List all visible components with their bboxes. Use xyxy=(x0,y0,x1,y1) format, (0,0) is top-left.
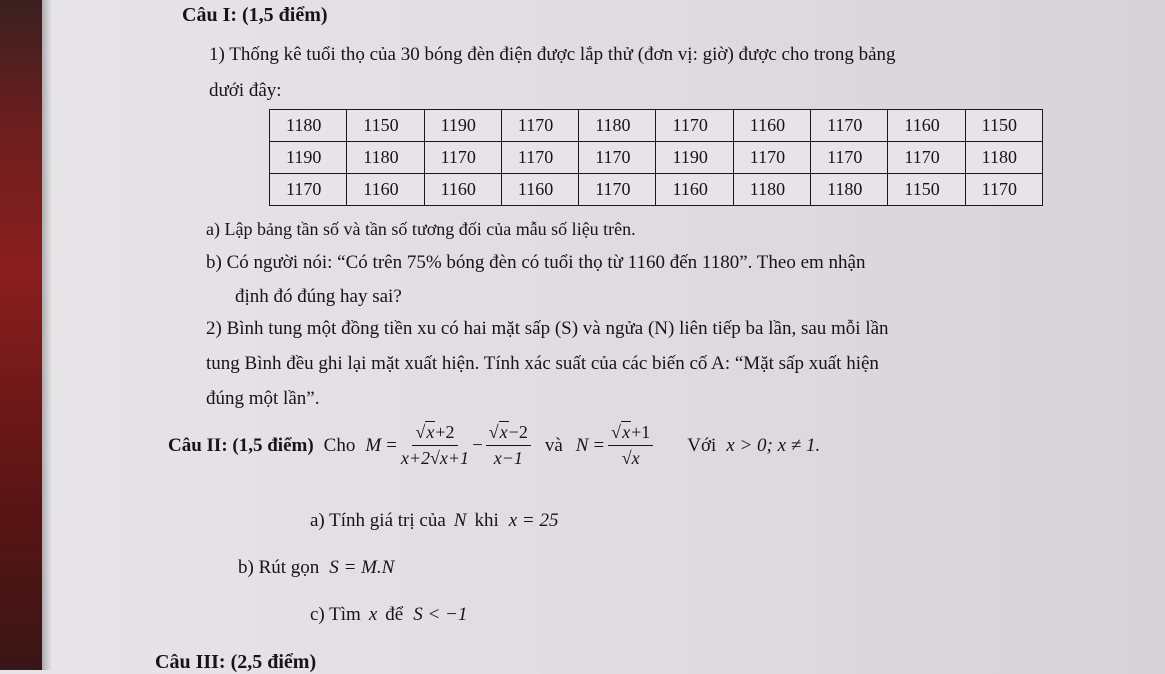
q2-b-text: b) Rút gọn xyxy=(238,557,320,578)
q2-cond-label: Với xyxy=(687,434,717,456)
lifetime-table xyxy=(269,109,1043,206)
minus-sign: − xyxy=(472,434,483,456)
table-cell: 1160 xyxy=(888,110,965,142)
equals-2: = xyxy=(593,434,605,456)
fraction-1-numerator: √x+2 xyxy=(412,422,457,446)
table-cell: 1160 xyxy=(733,110,810,142)
table-cell: 1170 xyxy=(811,142,888,174)
q2-va: và xyxy=(544,434,563,456)
q2-a xyxy=(310,510,559,532)
q2-a-text: a) Tính giá trị của xyxy=(310,510,446,531)
q2-c-expr: S < −1 xyxy=(413,604,468,625)
q2-a-khi: khi xyxy=(474,510,499,531)
table-cell: 1160 xyxy=(656,174,733,206)
fraction-2 xyxy=(486,422,531,469)
table-cell: 1170 xyxy=(888,142,965,174)
table-cell: 1170 xyxy=(501,110,578,142)
table-cell: 1150 xyxy=(965,110,1042,142)
table-cell: 1180 xyxy=(347,142,424,174)
table-cell: 1160 xyxy=(424,174,501,206)
q1-b-line2: định đó đúng hay sai? xyxy=(235,286,402,307)
table-cell: 1180 xyxy=(811,174,888,206)
table-row xyxy=(270,142,1043,174)
table-cell: 1160 xyxy=(501,174,578,206)
fraction-3-numerator: √x+1 xyxy=(608,422,653,446)
table-cell: 1170 xyxy=(579,174,656,206)
q1-part2-line2: tung Bình đều ghi lại mặt xuất hiện. Tính xác suất của các biến cố A: “Mặt sấp xuất hiện xyxy=(206,353,879,374)
fraction-2-denominator: x−1 xyxy=(493,448,523,468)
q1-b-line1: b) Có người nói: “Có trên 75% bóng đèn có tuổi thọ từ 1160 đến 1180”. Theo em nhận xyxy=(206,252,866,273)
q1-heading: Câu I: (1,5 điểm) xyxy=(182,4,328,26)
equals: = xyxy=(386,434,397,456)
table-cell: 1180 xyxy=(965,142,1042,174)
q2-cho: Cho xyxy=(323,434,356,456)
q1-a: a) Lập bảng tần số và tần số tương đối của mẫu số liệu trên. xyxy=(206,219,636,239)
table-cell: 1150 xyxy=(347,110,424,142)
q2-b-expr: S = M.N xyxy=(329,557,395,578)
var-N: N xyxy=(575,434,589,456)
table-cell: 1170 xyxy=(270,174,347,206)
fraction-3-denominator: √x xyxy=(621,448,640,468)
q2-c xyxy=(310,604,467,626)
table-cell: 1150 xyxy=(888,174,965,206)
q2-a-N: N xyxy=(453,510,467,531)
q2-b xyxy=(238,557,394,579)
table-cell: 1180 xyxy=(270,110,347,142)
table-cell: 1170 xyxy=(501,142,578,174)
fraction-1 xyxy=(401,422,469,469)
table-cell: 1170 xyxy=(733,142,810,174)
table-cell: 1190 xyxy=(656,142,733,174)
q2-a-value: x = 25 xyxy=(508,510,559,531)
table-cell: 1170 xyxy=(656,110,733,142)
table-row xyxy=(270,110,1043,142)
fraction-2-numerator: √x−2 xyxy=(486,422,531,446)
table-cell: 1170 xyxy=(965,174,1042,206)
book-edge xyxy=(0,0,42,670)
table-cell: 1190 xyxy=(424,110,501,142)
table-cell: 1180 xyxy=(733,174,810,206)
q2-heading: Câu II: (1,5 điểm) xyxy=(168,434,314,456)
table-cell: 1170 xyxy=(579,142,656,174)
table-cell: 1170 xyxy=(811,110,888,142)
fraction-3 xyxy=(608,422,653,469)
fraction-1-denominator: x+2√x+1 xyxy=(400,448,470,468)
q2-c-x: x xyxy=(368,604,378,625)
q1-part1-line1: 1) Thống kê tuổi thọ của 30 bóng đèn điện được lắp thử (đơn vị: giờ) được cho trong bảng xyxy=(209,44,896,65)
table-row xyxy=(270,174,1043,206)
q2-condition: x > 0; x ≠ 1. xyxy=(726,434,821,456)
q1-part2-line3: đúng một lần”. xyxy=(206,388,320,409)
table-cell: 1160 xyxy=(347,174,424,206)
q1-part1-line2: dưới đây: xyxy=(209,80,282,101)
var-M: M xyxy=(365,434,382,456)
table-cell: 1190 xyxy=(270,142,347,174)
table-cell: 1180 xyxy=(579,110,656,142)
q2-c-text: c) Tìm xyxy=(310,604,361,625)
q1-part2-line1: 2) Bình tung một đồng tiền xu có hai mặt sấp (S) và ngửa (N) liên tiếp ba lần, sau mỗi lần xyxy=(206,318,889,339)
q2-c-de: để xyxy=(385,604,404,625)
q3-heading: Câu III: (2,5 điểm) xyxy=(155,651,317,673)
table-cell: 1170 xyxy=(424,142,501,174)
q2-statement xyxy=(168,422,820,469)
